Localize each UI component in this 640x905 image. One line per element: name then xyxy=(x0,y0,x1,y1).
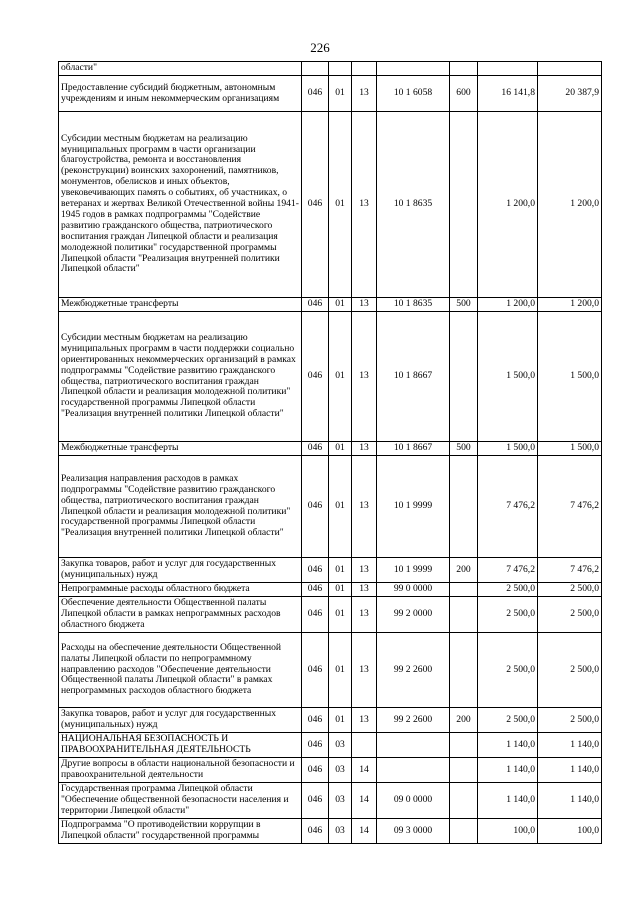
table-row xyxy=(59,733,602,758)
amount-year2-cell: 7 476,2 xyxy=(538,558,602,583)
amount-year2-cell: 1 200,0 xyxy=(538,298,602,312)
table-row xyxy=(59,819,602,844)
target-article-cell xyxy=(377,758,450,783)
expense-type-cell xyxy=(450,62,478,76)
target-article-cell: 10 1 8635 xyxy=(377,112,450,298)
table-row xyxy=(59,708,602,733)
amount-year1-cell: 1 500,0 xyxy=(478,442,538,456)
subsection-code-cell: 13 xyxy=(352,442,377,456)
expense-name-cell: Государственная программа Липецкой области "Обеспечение общественной безопасности населения и территории Липецкой области" xyxy=(59,783,302,819)
section-code-cell: 01 xyxy=(329,597,352,633)
expense-type-cell: 500 xyxy=(450,298,478,312)
ministry-code-cell: 046 xyxy=(302,112,329,298)
table-row xyxy=(59,76,602,112)
table-row xyxy=(59,583,602,597)
expense-type-cell: 200 xyxy=(450,558,478,583)
expense-name-cell: Другие вопросы в области национальной безопасности и правоохранительной деятельности xyxy=(59,758,302,783)
ministry-code-cell: 046 xyxy=(302,442,329,456)
amount-year1-cell: 100,0 xyxy=(478,819,538,844)
expense-type-cell xyxy=(450,583,478,597)
subsection-code-cell: 13 xyxy=(352,633,377,708)
ministry-code-cell: 046 xyxy=(302,819,329,844)
ministry-code-cell: 046 xyxy=(302,298,329,312)
subsection-code-cell: 13 xyxy=(352,298,377,312)
ministry-code-cell: 046 xyxy=(302,312,329,442)
target-article-cell: 99 2 2600 xyxy=(377,633,450,708)
amount-year1-cell: 2 500,0 xyxy=(478,597,538,633)
amount-year1-cell: 16 141,8 xyxy=(478,76,538,112)
section-code-cell: 01 xyxy=(329,583,352,597)
expense-name-cell: Межбюджетные трансферты xyxy=(59,298,302,312)
subsection-code-cell: 14 xyxy=(352,783,377,819)
expense-name-cell: Реализация направления расходов в рамках подпрограммы "Содействие развитию гражданского общества, патриотического воспитания граждан Липецкой области и реализация молодежной политики" государственной программы Липецкой области "Реализация внутренней политики Липецкой области" xyxy=(59,456,302,558)
table-row xyxy=(59,758,602,783)
expense-name-cell: Подпрограмма "О противодействии коррупции в Липецкой области" государственной программы xyxy=(59,819,302,844)
section-code-cell: 03 xyxy=(329,783,352,819)
target-article-cell: 99 2 2600 xyxy=(377,708,450,733)
section-code-cell: 01 xyxy=(329,633,352,708)
target-article-cell xyxy=(377,733,450,758)
amount-year2-cell: 1 200,0 xyxy=(538,112,602,298)
target-article-cell: 10 1 9999 xyxy=(377,558,450,583)
expense-type-cell: 500 xyxy=(450,442,478,456)
table-row xyxy=(59,783,602,819)
amount-year1-cell: 1 140,0 xyxy=(478,758,538,783)
table-row xyxy=(59,456,602,558)
amount-year2-cell: 2 500,0 xyxy=(538,583,602,597)
amount-year1-cell: 2 500,0 xyxy=(478,633,538,708)
ministry-code-cell: 046 xyxy=(302,733,329,758)
section-code-cell: 01 xyxy=(329,312,352,442)
expense-name-cell: Закупка товаров, работ и услуг для государственных (муниципальных) нужд xyxy=(59,558,302,583)
subsection-code-cell: 13 xyxy=(352,558,377,583)
expense-type-cell xyxy=(450,456,478,558)
amount-year2-cell: 1 500,0 xyxy=(538,312,602,442)
table-row xyxy=(59,558,602,583)
amount-year1-cell: 1 500,0 xyxy=(478,312,538,442)
section-code-cell: 01 xyxy=(329,708,352,733)
section-code-cell: 03 xyxy=(329,733,352,758)
ministry-code-cell: 046 xyxy=(302,76,329,112)
amount-year1-cell: 2 500,0 xyxy=(478,708,538,733)
amount-year2-cell: 1 140,0 xyxy=(538,758,602,783)
expense-type-cell: 200 xyxy=(450,708,478,733)
target-article-cell: 09 0 0000 xyxy=(377,783,450,819)
expense-name-cell: Закупка товаров, работ и услуг для государственных (муниципальных) нужд xyxy=(59,708,302,733)
target-article-cell: 10 1 6058 xyxy=(377,76,450,112)
expense-type-cell xyxy=(450,733,478,758)
expense-type-cell xyxy=(450,312,478,442)
ministry-code-cell: 046 xyxy=(302,583,329,597)
budget-table-body xyxy=(59,62,602,844)
ministry-code-cell: 046 xyxy=(302,708,329,733)
section-code-cell: 01 xyxy=(329,558,352,583)
amount-year1-cell: 1 140,0 xyxy=(478,783,538,819)
target-article-cell: 10 1 8635 xyxy=(377,298,450,312)
section-code-cell: 01 xyxy=(329,456,352,558)
expense-name-cell: НАЦИОНАЛЬНАЯ БЕЗОПАСНОСТЬ И ПРАВООХРАНИТЕЛЬНАЯ ДЕЯТЕЛЬНОСТЬ xyxy=(59,733,302,758)
subsection-code-cell: 14 xyxy=(352,758,377,783)
expense-type-cell xyxy=(450,819,478,844)
page-number: 226 xyxy=(310,40,330,55)
amount-year2-cell: 1 140,0 xyxy=(538,783,602,819)
target-article-cell: 10 1 8667 xyxy=(377,442,450,456)
target-article-cell: 99 0 0000 xyxy=(377,583,450,597)
amount-year2-cell: 2 500,0 xyxy=(538,597,602,633)
amount-year2-cell xyxy=(538,62,602,76)
subsection-code-cell: 13 xyxy=(352,456,377,558)
expense-name-cell: Межбюджетные трансферты xyxy=(59,442,302,456)
section-code-cell xyxy=(329,62,352,76)
table-row xyxy=(59,112,602,298)
table-row xyxy=(59,597,602,633)
expense-type-cell xyxy=(450,783,478,819)
subsection-code-cell: 14 xyxy=(352,819,377,844)
budget-table xyxy=(58,61,602,844)
expense-name-cell: Предоставление субсидий бюджетным, автономным учреждениям и иным некоммерческим организациям xyxy=(59,76,302,112)
amount-year1-cell: 1 140,0 xyxy=(478,733,538,758)
expense-name-cell: Расходы на обеспечение деятельности Общественной палаты Липецкой области по непрограммному направлению расходов "Обеспечение деятельности Общественной палаты Липецкой области" в рамках непрограммных расходов областного бюджета xyxy=(59,633,302,708)
subsection-code-cell xyxy=(352,733,377,758)
ministry-code-cell: 046 xyxy=(302,783,329,819)
amount-year1-cell: 1 200,0 xyxy=(478,298,538,312)
amount-year2-cell: 20 387,9 xyxy=(538,76,602,112)
expense-type-cell xyxy=(450,112,478,298)
expense-name-cell: Субсидии местным бюджетам на реализацию муниципальных программ в части организации благоустройства, ремонта и восстановления (реконструкции) воинских захоронений, памятников, монументов, обелисков и иных объектов, увековечивающих память о событиях, об участниках, о ветеранах и жертвах Великой Отечественной войны 1941-1945 годов в рамках подпрограммы "Содействие развитию гражданского общества, патриотического воспитания граждан Липецкой области и реализация молодежной политики" государственной программы Липецкой области "Реализация внутренней политики Липецкой области" xyxy=(59,112,302,298)
amount-year2-cell: 2 500,0 xyxy=(538,633,602,708)
subsection-code-cell: 13 xyxy=(352,583,377,597)
ministry-code-cell xyxy=(302,62,329,76)
table-row xyxy=(59,442,602,456)
subsection-code-cell: 13 xyxy=(352,112,377,298)
ministry-code-cell: 046 xyxy=(302,558,329,583)
target-article-cell xyxy=(377,62,450,76)
expense-type-cell xyxy=(450,758,478,783)
subsection-code-cell: 13 xyxy=(352,708,377,733)
section-code-cell: 01 xyxy=(329,112,352,298)
amount-year2-cell: 100,0 xyxy=(538,819,602,844)
ministry-code-cell: 046 xyxy=(302,758,329,783)
ministry-code-cell: 046 xyxy=(302,597,329,633)
section-code-cell: 03 xyxy=(329,758,352,783)
table-row xyxy=(59,633,602,708)
amount-year1-cell: 1 200,0 xyxy=(478,112,538,298)
target-article-cell: 99 2 0000 xyxy=(377,597,450,633)
subsection-code-cell xyxy=(352,62,377,76)
amount-year2-cell: 1 140,0 xyxy=(538,733,602,758)
expense-type-cell xyxy=(450,633,478,708)
expense-type-cell xyxy=(450,597,478,633)
amount-year1-cell: 7 476,2 xyxy=(478,558,538,583)
ministry-code-cell: 046 xyxy=(302,633,329,708)
amount-year1-cell: 7 476,2 xyxy=(478,456,538,558)
section-code-cell: 01 xyxy=(329,442,352,456)
target-article-cell: 10 1 9999 xyxy=(377,456,450,558)
table-row xyxy=(59,298,602,312)
section-code-cell: 01 xyxy=(329,76,352,112)
expense-name-cell: области" xyxy=(59,62,302,76)
expense-name-cell: Непрограммные расходы областного бюджета xyxy=(59,583,302,597)
amount-year1-cell xyxy=(478,62,538,76)
amount-year2-cell: 7 476,2 xyxy=(538,456,602,558)
expense-name-cell: Обеспечение деятельности Общественной палаты Липецкой области в рамках непрограммных расходов областного бюджета xyxy=(59,597,302,633)
table-row xyxy=(59,312,602,442)
table-row xyxy=(59,62,602,76)
expense-type-cell: 600 xyxy=(450,76,478,112)
expense-name-cell: Субсидии местным бюджетам на реализацию муниципальных программ в части поддержки социально ориентированных некоммерческих организаций в рамках подпрограммы "Содействие развитию гражданского общества, патриотического воспитания граждан Липецкой области и реализация молодежной политики" государственной программы Липецкой области "Реализация внутренней политики Липецкой области" xyxy=(59,312,302,442)
amount-year2-cell: 1 500,0 xyxy=(538,442,602,456)
ministry-code-cell: 046 xyxy=(302,456,329,558)
section-code-cell: 01 xyxy=(329,298,352,312)
section-code-cell: 03 xyxy=(329,819,352,844)
subsection-code-cell: 13 xyxy=(352,76,377,112)
amount-year2-cell: 2 500,0 xyxy=(538,708,602,733)
subsection-code-cell: 13 xyxy=(352,597,377,633)
amount-year1-cell: 2 500,0 xyxy=(478,583,538,597)
target-article-cell: 10 1 8667 xyxy=(377,312,450,442)
target-article-cell: 09 3 0000 xyxy=(377,819,450,844)
subsection-code-cell: 13 xyxy=(352,312,377,442)
